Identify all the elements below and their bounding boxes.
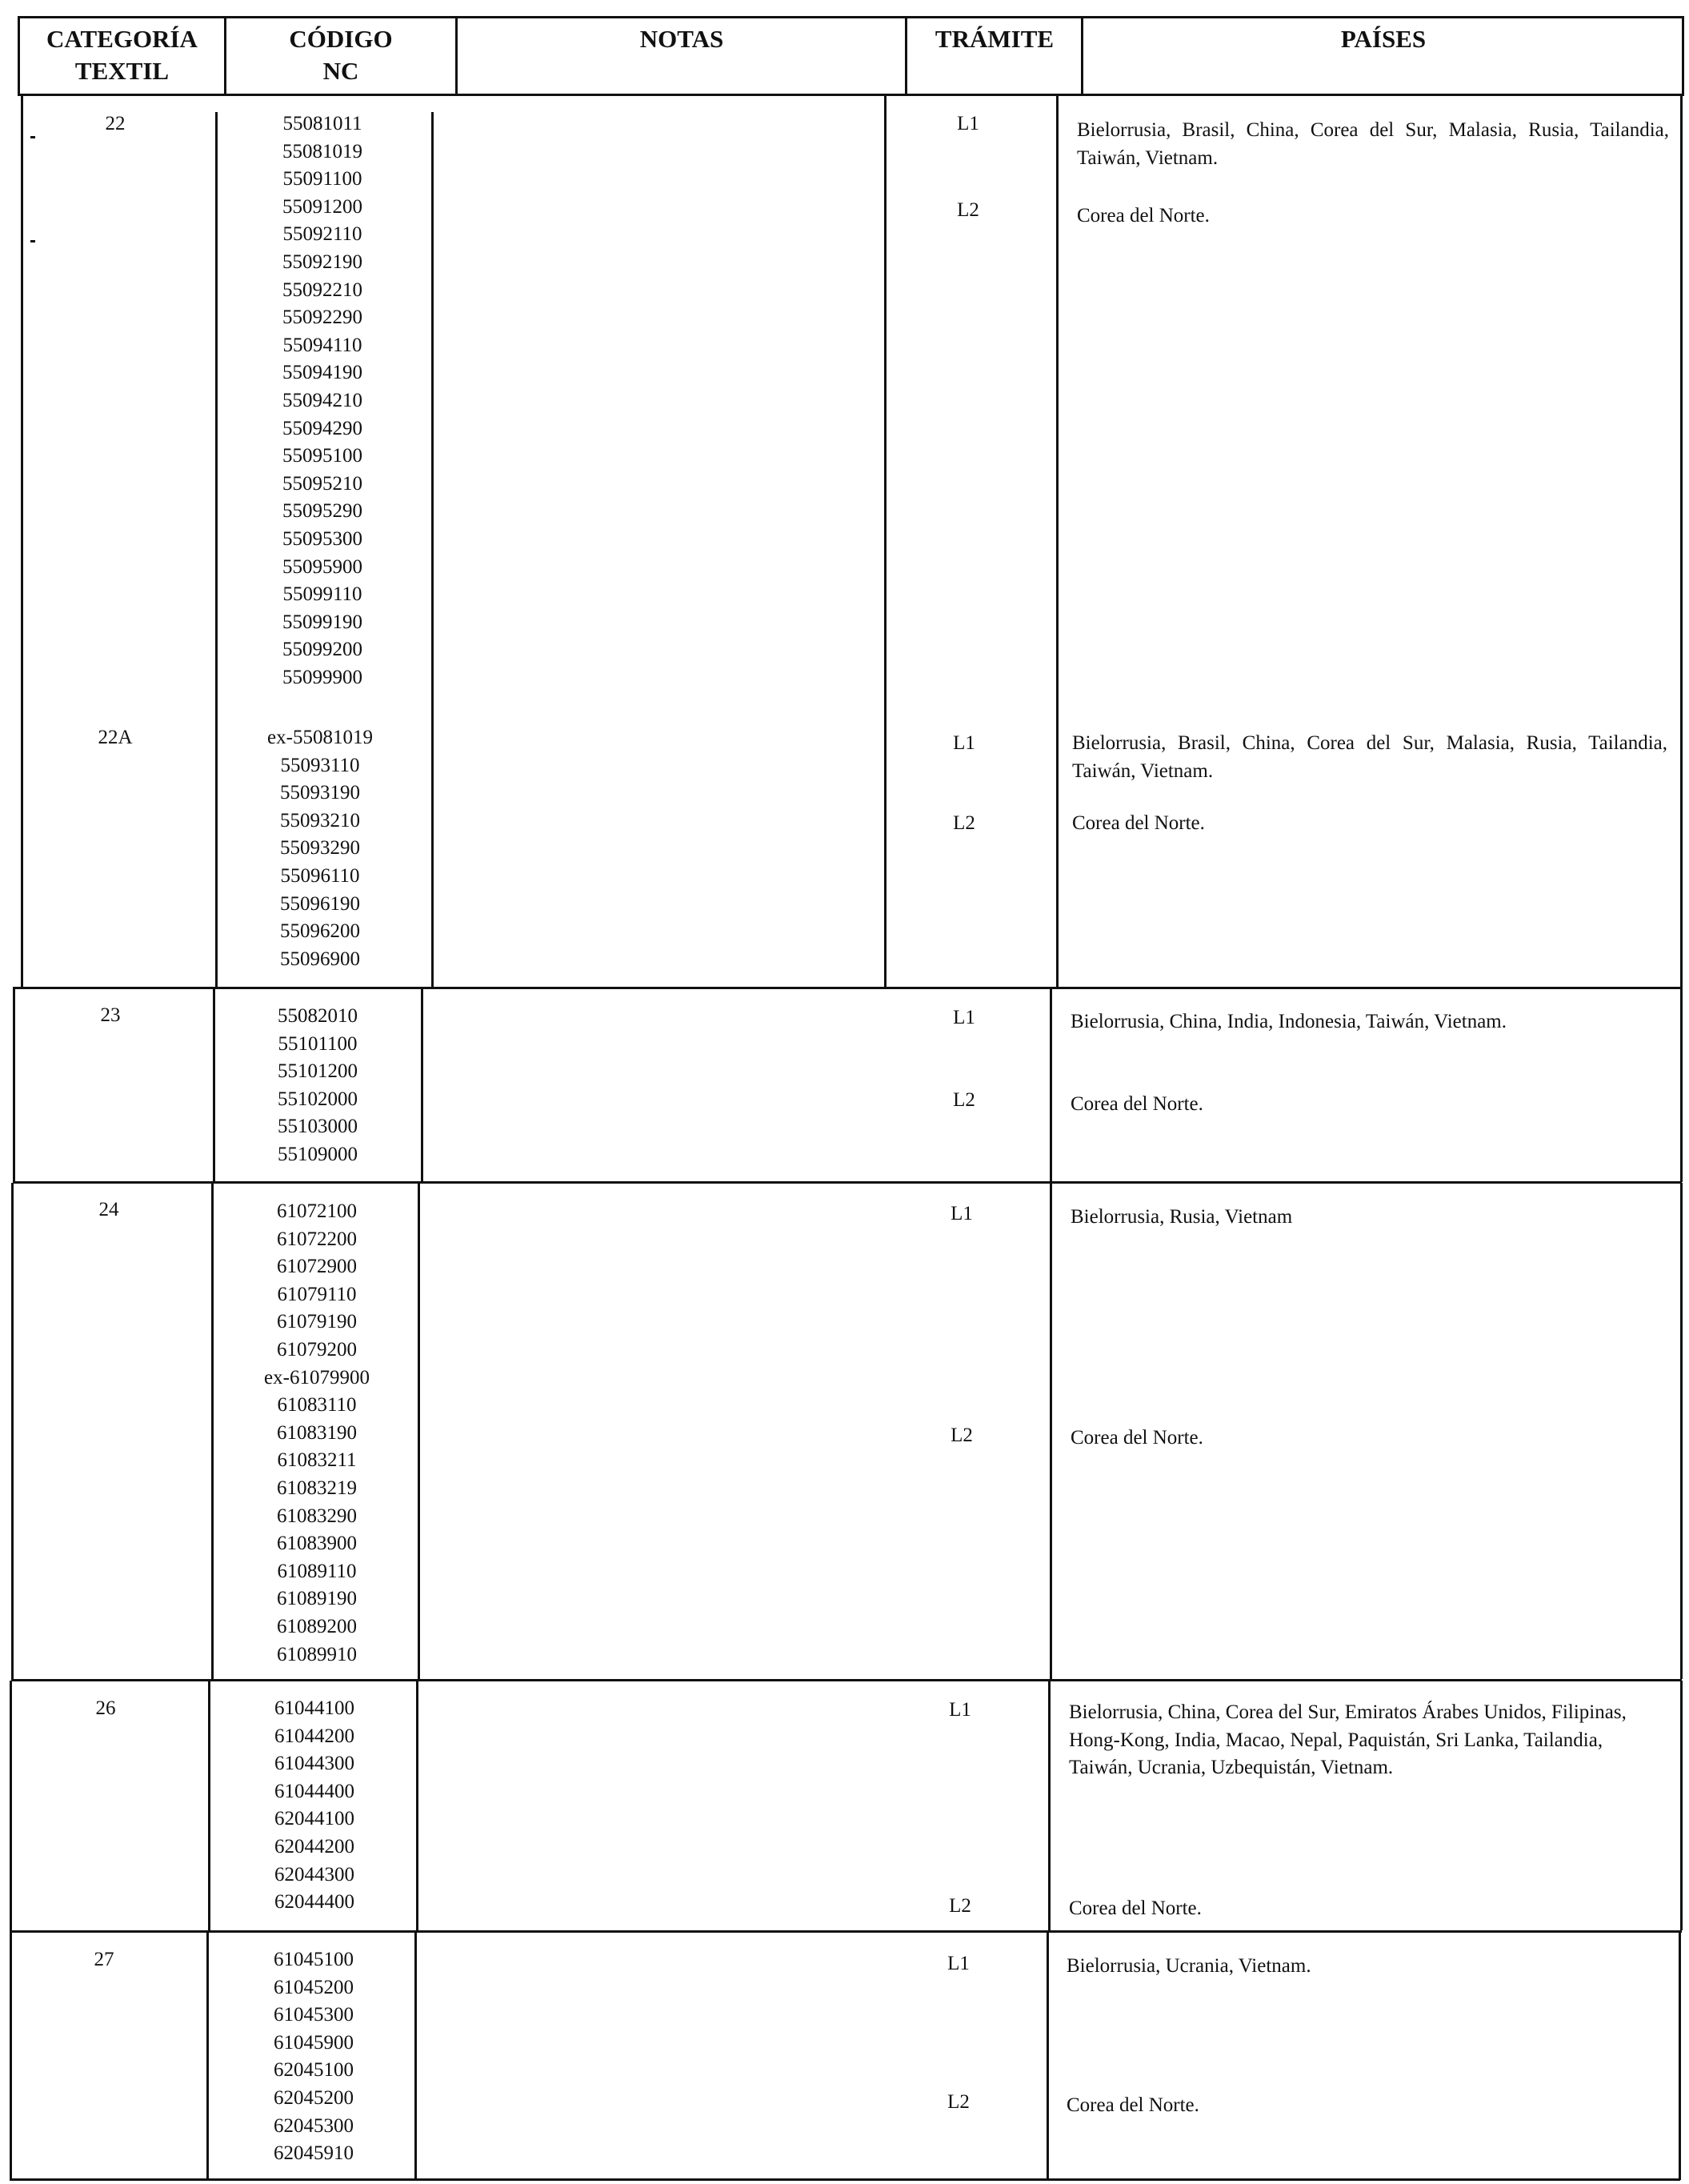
nc-code: 55093110: [280, 754, 360, 776]
nc-code: 61044100: [274, 1697, 354, 1719]
nc-code: 55093190: [280, 782, 360, 804]
column-rule: [1048, 1681, 1051, 1930]
paises-cell: Corea del Norte.: [1077, 205, 1210, 226]
header-codigo: CÓDIGO NC: [289, 25, 393, 85]
scan-mark: [30, 136, 35, 138]
column-rule: [10, 1932, 12, 2180]
row-rule: [11, 1679, 1682, 1681]
column-rule: [208, 1681, 210, 1930]
nc-code: 61083290: [277, 1505, 357, 1527]
tramite-cell: L1: [947, 1953, 970, 1974]
codigo-cell: [234, 1695, 394, 1917]
nc-code: 61072900: [277, 1256, 357, 1278]
nc-code: 55096900: [280, 948, 360, 970]
nc-code: 55102000: [278, 1088, 358, 1110]
tramite-cell: L2: [957, 199, 979, 221]
nc-code: 62044300: [274, 1863, 354, 1885]
nc-code: 55101100: [278, 1032, 358, 1055]
column-rule: [11, 1183, 14, 1679]
column-rule: [1050, 1183, 1052, 1679]
categoria-cell: 22A: [98, 727, 133, 748]
column-rule: [1680, 988, 1683, 1182]
column-rule: [416, 1681, 418, 1930]
tramite-cell: L2: [947, 2091, 970, 2113]
nc-code: 55101200: [278, 1060, 358, 1083]
tramite-cell: L2: [953, 1089, 975, 1111]
nc-code: 62045200: [274, 2086, 354, 2109]
row-rule: [13, 987, 1682, 989]
paises-cell: Corea del Norte.: [1069, 1897, 1202, 1919]
paises-cell: Corea del Norte.: [1071, 1427, 1203, 1449]
nc-code: 55092290: [282, 307, 362, 329]
header-paises: PAÍSES: [1340, 25, 1427, 53]
paises-cell: Bielorrusia, Ucrania, Vietnam.: [1067, 1955, 1311, 1977]
tramite-cell: L1: [957, 113, 979, 134]
column-rule: [21, 96, 23, 988]
nc-code: 62045100: [274, 2059, 354, 2082]
categoria-cell: 26: [95, 1697, 116, 1719]
nc-code: 55094210: [282, 389, 362, 411]
codigo-cell: [240, 724, 400, 973]
row-rule: [13, 1181, 1682, 1184]
table-header: [18, 16, 1684, 96]
nc-code: 55091200: [282, 195, 362, 218]
nc-code: 55095100: [282, 445, 362, 467]
nc-code: 55099200: [282, 639, 362, 661]
paises-cell: Bielorrusia, Rusia, Vietnam: [1071, 1206, 1293, 1228]
row-rule: [10, 2178, 1680, 2181]
codigo-cell: [238, 1003, 398, 1169]
nc-code: 61045900: [274, 2031, 354, 2054]
nc-code: 55096200: [280, 920, 360, 943]
nc-code: 55095900: [282, 555, 362, 578]
tramite-cell: L1: [953, 1007, 975, 1028]
nc-code: 55095300: [282, 527, 362, 550]
header-tramite: TRÁMITE: [935, 25, 1055, 53]
nc-code: 55099190: [282, 611, 362, 633]
nc-code: 61044200: [274, 1725, 354, 1747]
tramite-cell: L2: [953, 812, 975, 834]
tramite-cell: L1: [951, 1203, 973, 1224]
nc-code: 55095210: [282, 472, 362, 495]
nc-code: 55094190: [282, 362, 362, 384]
nc-code: 55095290: [282, 500, 362, 523]
nc-code: 61045200: [274, 1976, 354, 1998]
nc-code: 55094290: [282, 417, 362, 439]
nc-code: 61079110: [277, 1283, 357, 1305]
categoria-cell: 22: [105, 113, 126, 134]
column-rule: [1047, 1932, 1049, 2180]
nc-code: 62044400: [274, 1891, 354, 1914]
nc-code: 61083211: [277, 1449, 357, 1472]
column-rule: [421, 988, 423, 1182]
nc-code: 61072200: [277, 1228, 357, 1250]
nc-code: 55096190: [280, 892, 360, 915]
nc-code: 61083110: [277, 1394, 357, 1417]
nc-code: 55093290: [280, 837, 360, 860]
nc-code: ex-55081019: [267, 727, 373, 748]
nc-code: 61083900: [277, 1533, 357, 1555]
column-rule: [1050, 988, 1052, 1182]
tramite-cell: L2: [949, 1895, 971, 1917]
nc-code: 55096110: [280, 864, 360, 887]
header-categoria: CATEGORÍA TEXTIL: [46, 25, 198, 85]
nc-code: 55081019: [282, 140, 362, 162]
column-rule: [1679, 1932, 1681, 2180]
categoria-cell: 23: [100, 1004, 121, 1026]
tramite-cell: L2: [951, 1425, 973, 1446]
column-rule: [1680, 96, 1683, 988]
nc-code: 55094110: [282, 334, 362, 356]
tramite-cell: L1: [953, 732, 975, 754]
column-rule: [211, 1183, 214, 1679]
header-notas: NOTAS: [639, 25, 724, 53]
column-rule: [1680, 1681, 1683, 1930]
paises-cell: Bielorrusia, Brasil, China, Corea del Sur, Malasia, Rusia, Tailandia, Taiwán, Vietnam.: [1072, 732, 1667, 782]
column-rule: [414, 1932, 417, 2180]
categoria-cell: 27: [94, 1949, 114, 1970]
paises-cell: Corea del Norte.: [1067, 2094, 1199, 2116]
paises-cell: Bielorrusia, Brasil, China, Corea del Sur, Malasia, Rusia, Tailandia, Taiwán, Vietnam.: [1077, 119, 1669, 169]
nc-code: 62045910: [274, 2142, 354, 2165]
column-rule: [1056, 96, 1059, 988]
nc-code: 55103000: [278, 1116, 358, 1138]
codigo-cell: [237, 1198, 397, 1669]
nc-code: 61072100: [277, 1200, 357, 1222]
scan-mark: [30, 240, 35, 242]
nc-code: 55099900: [282, 666, 362, 688]
codigo-cell: [234, 1946, 394, 2168]
column-rule: [418, 1183, 420, 1679]
nc-code: 55093210: [280, 809, 360, 832]
tramite-cell: L1: [949, 1699, 971, 1721]
column-rule: [213, 988, 215, 1182]
nc-code: ex-61079900: [264, 1366, 370, 1389]
nc-code: 62044200: [274, 1835, 354, 1857]
paises-cell: Corea del Norte.: [1071, 1093, 1203, 1115]
column-rule: [215, 112, 218, 988]
paises-cell: Corea del Norte.: [1072, 812, 1205, 834]
column-rule: [10, 1681, 12, 1930]
nc-code: 55081011: [282, 113, 362, 134]
nc-code: 61089190: [277, 1588, 357, 1610]
nc-code: 55109000: [278, 1143, 358, 1165]
nc-code: 55091100: [282, 168, 362, 190]
nc-code: 55099110: [282, 583, 362, 606]
nc-code: 61045300: [274, 2004, 354, 2026]
nc-code: 55092190: [282, 250, 362, 273]
codigo-cell: [242, 110, 402, 691]
column-rule: [206, 1932, 209, 2180]
nc-code: 61044300: [274, 1753, 354, 1775]
column-rule: [431, 112, 434, 988]
paises-cell: Bielorrusia, China, India, Indonesia, Taiwán, Vietnam.: [1071, 1011, 1507, 1032]
nc-code: 61083219: [277, 1477, 357, 1499]
paises-cell: Bielorrusia, China, Corea del Sur, Emiratos Árabes Unidos, Filipinas, Hong-Kong, India, Macao, Nepal, Paquistán, Sri Lanka, Tailandia, Taiwán, Ucrania, Uzbequistán, Vietnam.: [1069, 1701, 1627, 1779]
nc-code: 61079200: [277, 1338, 357, 1360]
row-rule: [10, 1930, 1682, 1933]
nc-code: 61044400: [274, 1780, 354, 1802]
nc-code: 61089110: [277, 1560, 357, 1582]
column-rule: [884, 96, 887, 988]
column-rule: [13, 988, 15, 1182]
column-rule: [1680, 1183, 1683, 1679]
nc-code: 61083190: [277, 1421, 357, 1444]
nc-code: 61089910: [277, 1643, 357, 1665]
nc-code: 55092210: [282, 279, 362, 301]
nc-code: 62045300: [274, 2114, 354, 2137]
nc-code: 55092110: [282, 223, 362, 246]
nc-code: 61079190: [277, 1311, 357, 1333]
categoria-cell: 24: [98, 1199, 119, 1220]
nc-code: 55082010: [278, 1005, 358, 1027]
nc-code: 61045100: [274, 1949, 354, 1970]
nc-code: 62044100: [274, 1808, 354, 1830]
nc-code: 61089200: [277, 1615, 357, 1637]
